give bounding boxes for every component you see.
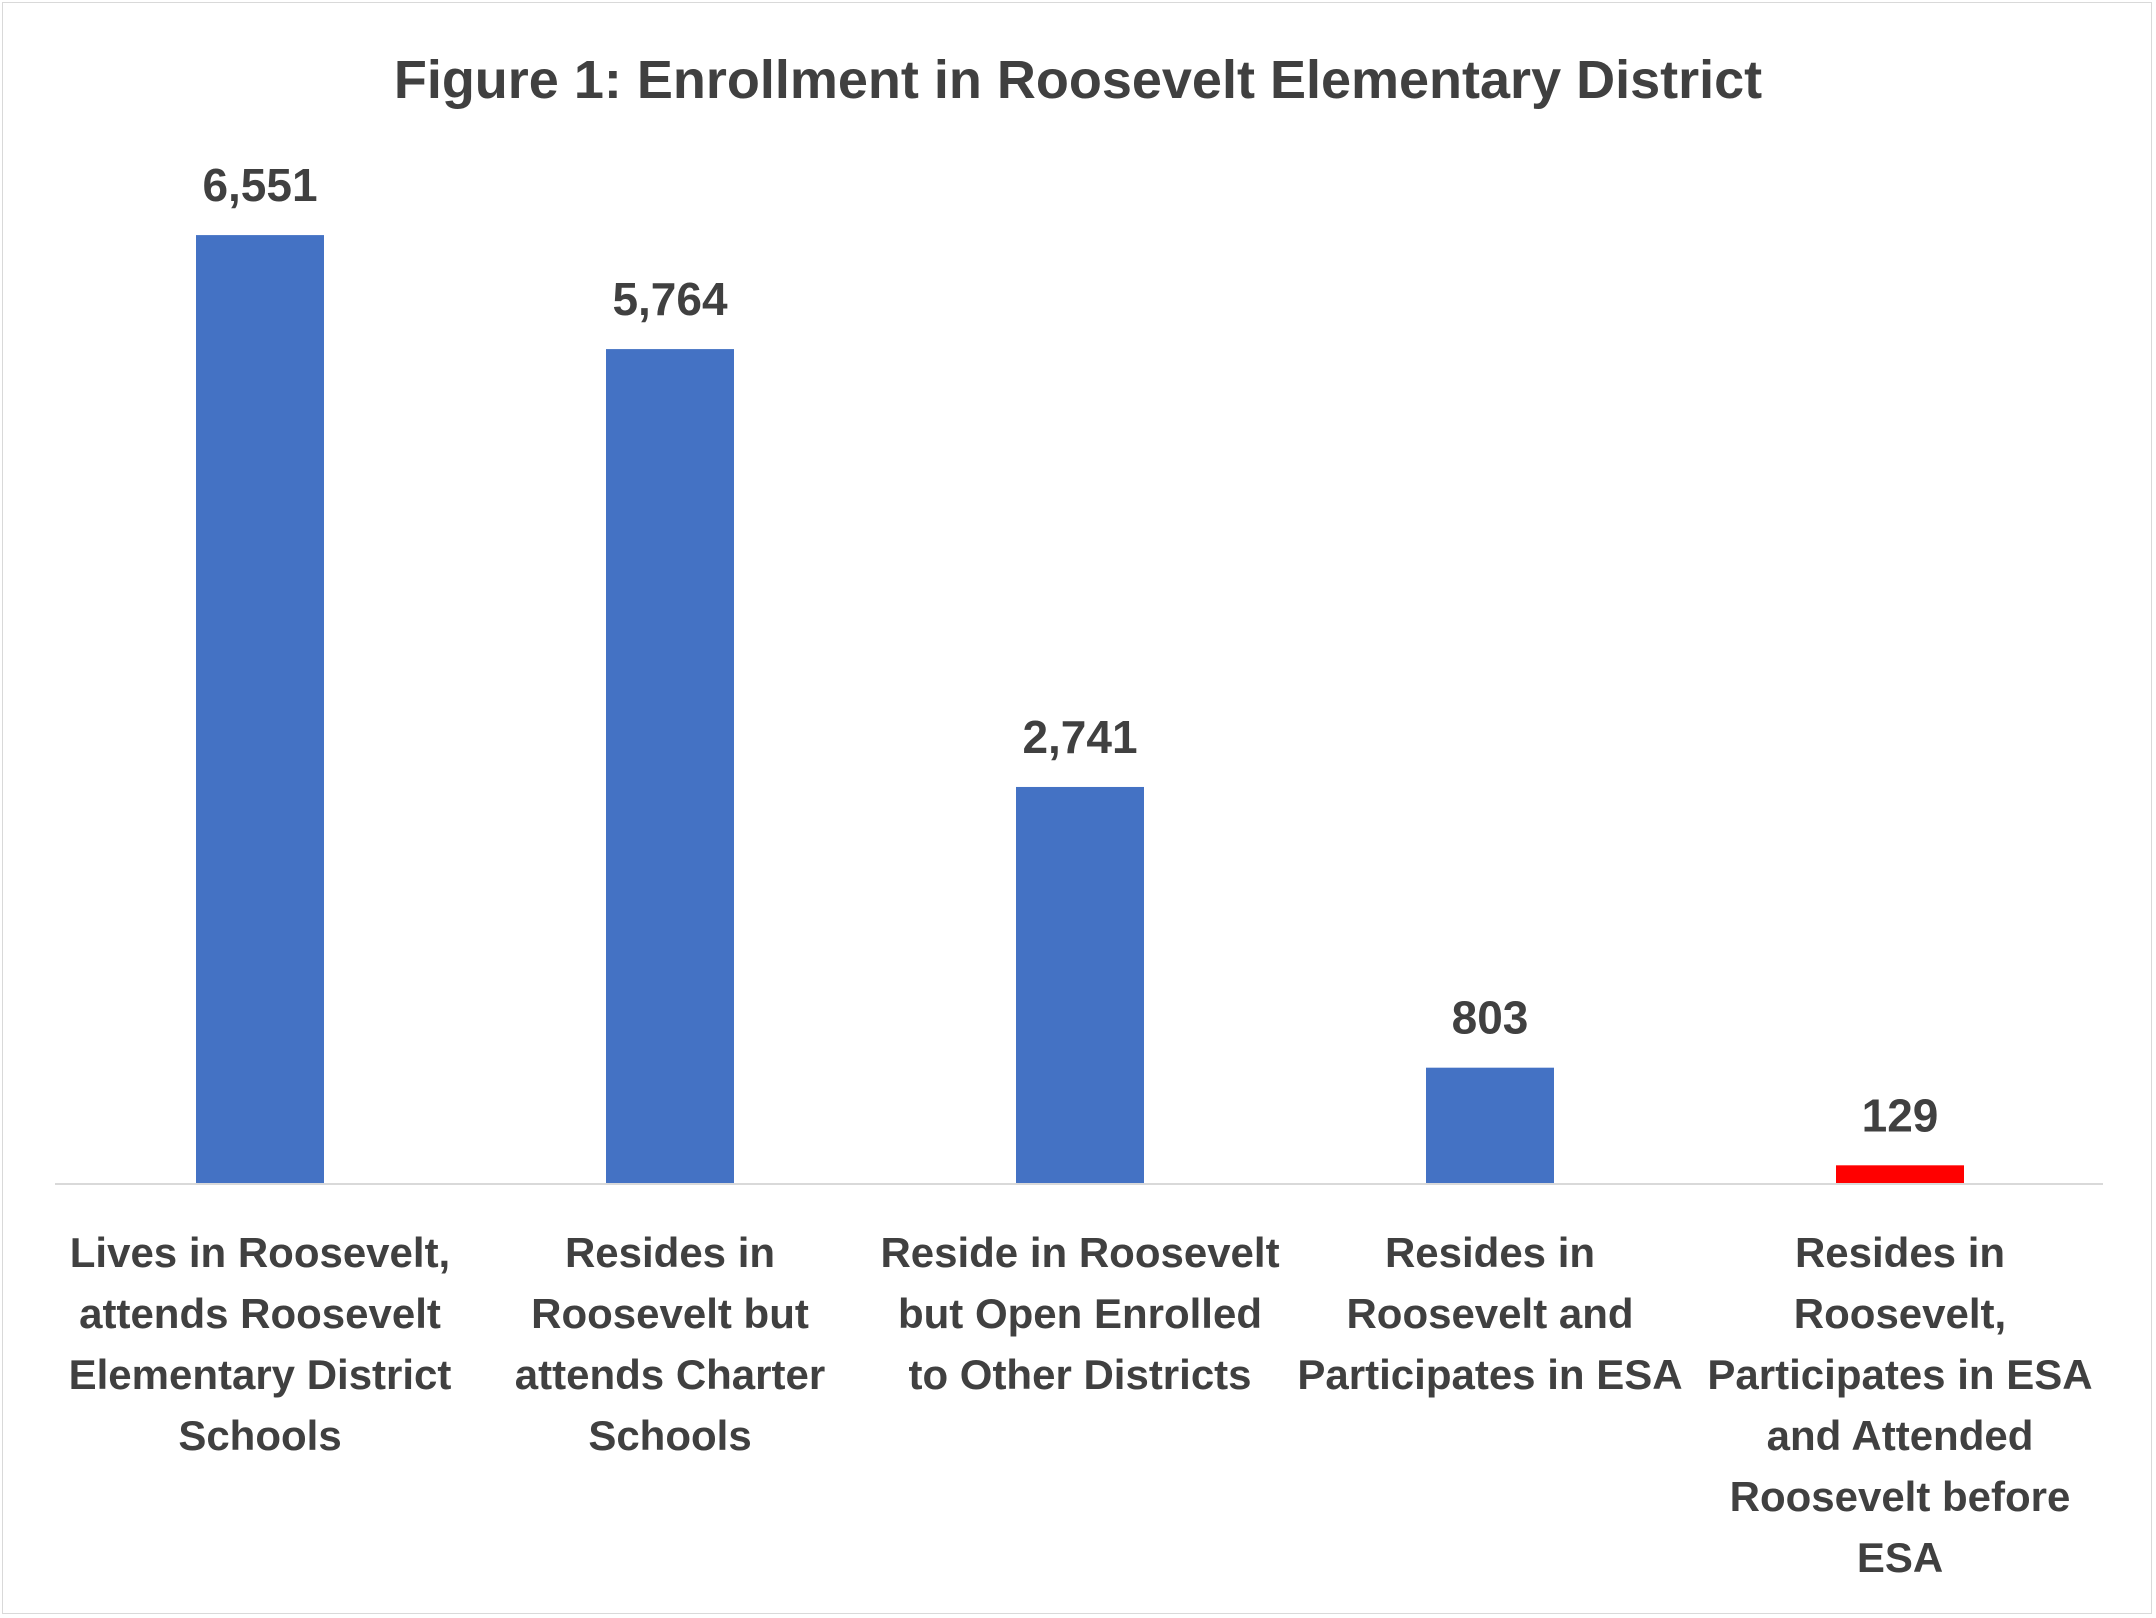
category-label-line: Participates in ESA (1707, 1351, 2093, 1398)
data-label-1: 6,551 (202, 159, 318, 212)
bar-5 (1836, 1165, 1964, 1184)
category-labels-layer (69, 1229, 2093, 1581)
category-label-line: ESA (1856, 1534, 1944, 1581)
category-label-3 (880, 1229, 1279, 1398)
category-label-line: Participates in ESA (1297, 1351, 1683, 1398)
category-label-line: Roosevelt, (1793, 1290, 2007, 1337)
bars-layer (196, 159, 1964, 1184)
category-label-line: Schools (178, 1412, 342, 1459)
bar-2 (606, 349, 734, 1184)
category-label-line: attends Charter (514, 1351, 826, 1398)
data-label-3: 2,741 (1022, 710, 1138, 763)
category-label-line: but Open Enrolled (898, 1290, 1262, 1337)
bar-4 (1426, 1068, 1554, 1184)
data-label-2: 5,764 (612, 273, 728, 326)
category-label-line: Schools (588, 1412, 752, 1459)
category-label-line: Resides in (1384, 1229, 1596, 1276)
category-label-line: Elementary District (68, 1351, 452, 1398)
data-label-4: 803 (1451, 991, 1529, 1044)
chart-title: Figure 1: Enrollment in Roosevelt Elementary District (393, 50, 1763, 110)
category-label-line: Reside in Roosevelt (880, 1229, 1280, 1276)
category-label-2 (515, 1229, 825, 1459)
category-label-line: Lives in Roosevelt, (69, 1229, 451, 1276)
category-label-1 (69, 1229, 452, 1459)
category-label-4 (1297, 1229, 1682, 1398)
bar-3 (1016, 787, 1144, 1184)
bar-chart (3, 3, 2153, 1615)
category-label-line: Roosevelt but (531, 1290, 809, 1337)
chart-frame (2, 2, 2152, 1614)
bar-1 (196, 235, 324, 1184)
category-label-line: Roosevelt before (1729, 1473, 2071, 1520)
category-label-line: attends Roosevelt (79, 1290, 441, 1337)
category-label-line: Resides in (1794, 1229, 2006, 1276)
data-label-5: 129 (1861, 1089, 1939, 1142)
category-label-line: Resides in (564, 1229, 776, 1276)
category-label-line: Roosevelt and (1346, 1290, 1634, 1337)
category-label-line: to Other Districts (908, 1351, 1252, 1398)
category-label-5 (1707, 1229, 2092, 1581)
category-label-line: and Attended (1766, 1412, 2034, 1459)
